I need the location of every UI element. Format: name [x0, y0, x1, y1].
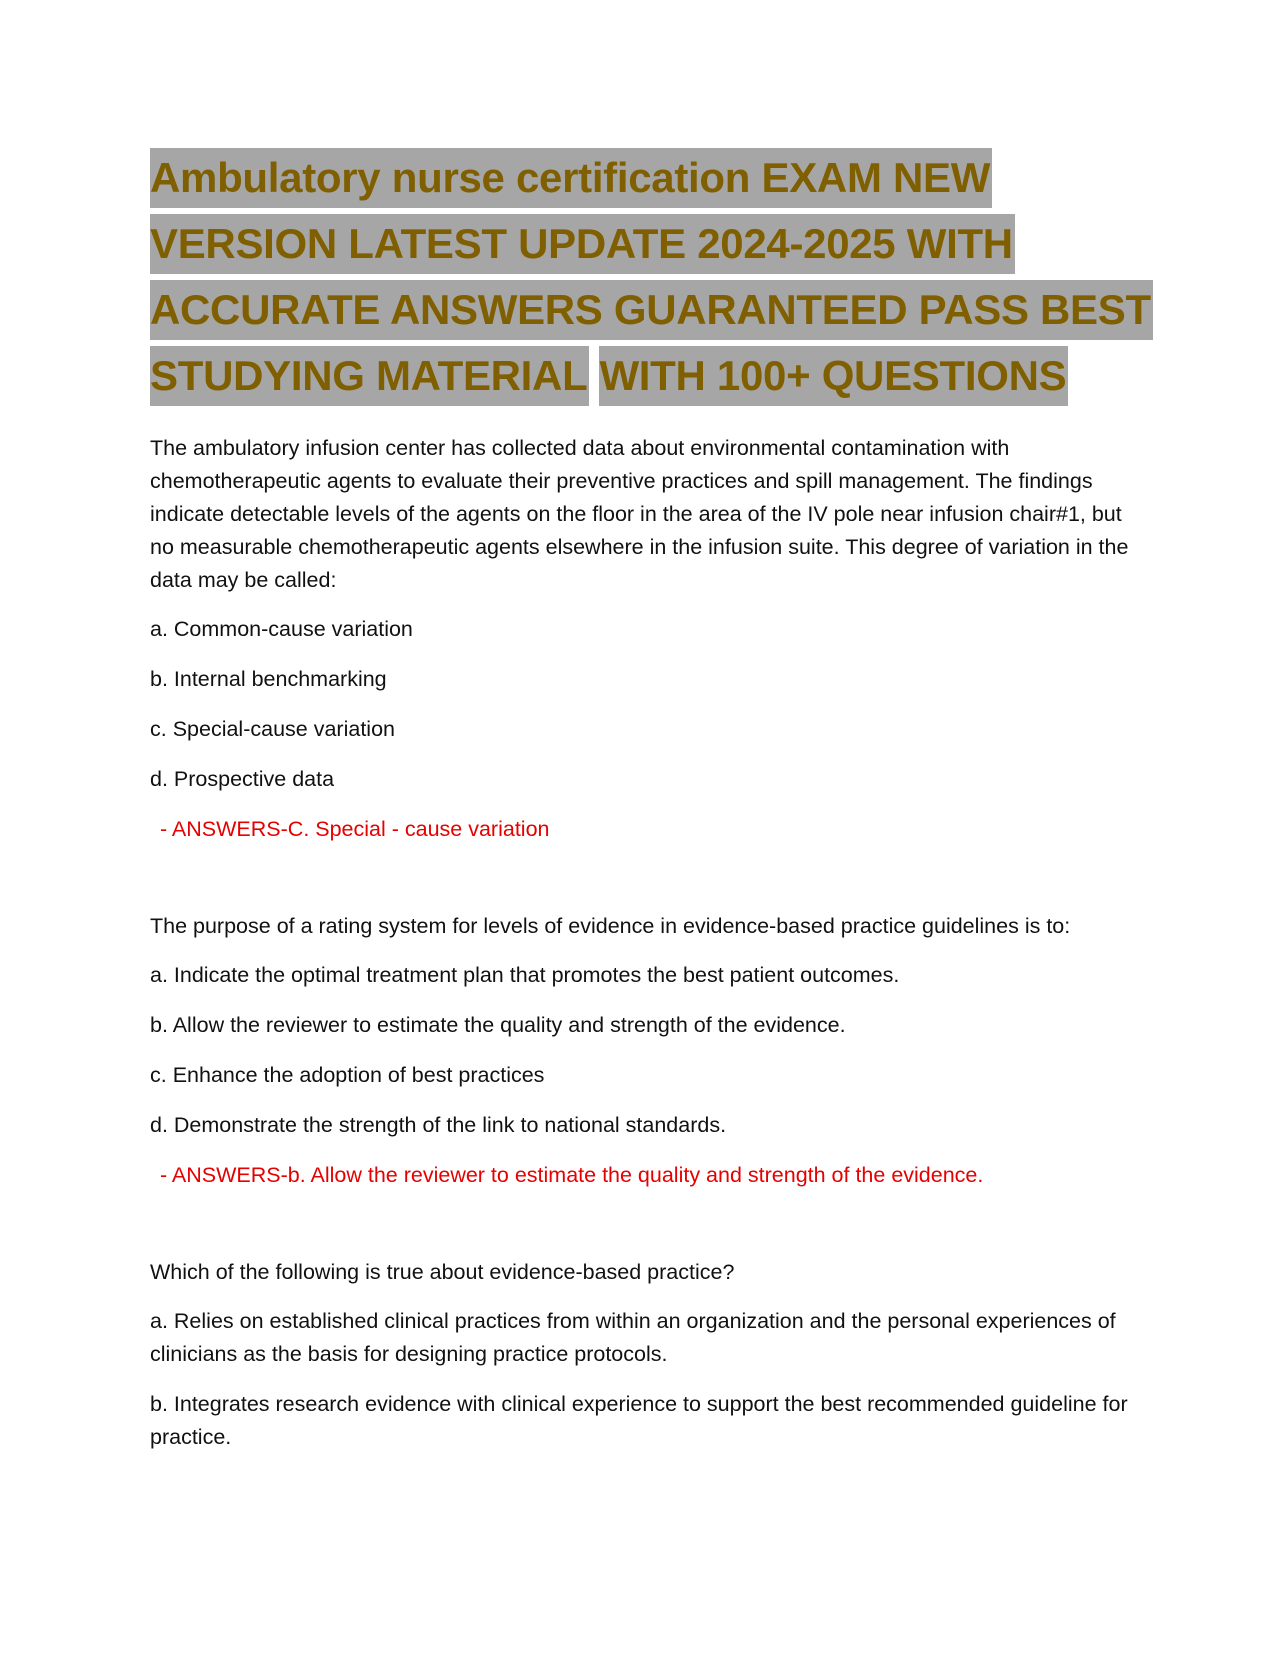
correct-answer: - ANSWERS-C. Special - cause variation	[154, 817, 550, 841]
answer-option: d. Prospective data	[150, 767, 335, 791]
answer-option: a. Common-cause variation	[150, 617, 413, 641]
correct-answer: - ANSWERS-b. Allow the reviewer to estimate the quality and strength of the evidence.	[154, 1163, 984, 1187]
title-line-4	[150, 346, 1140, 412]
document-page	[150, 148, 1151, 1471]
title-text: VERSION LATEST UPDATE 2024-2025 WITH	[150, 214, 1015, 274]
title-line-2	[150, 214, 1140, 280]
answer-option: c. Special-cause variation	[150, 717, 395, 741]
question-2	[150, 910, 1140, 1192]
answer-option: b. Integrates research evidence with clinical experience to support the best recommended guideline for practice.	[150, 1392, 1128, 1449]
question-3	[150, 1256, 1140, 1454]
answer-option: d. Demonstrate the strength of the link to national standards.	[150, 1113, 727, 1137]
answer-option: c. Enhance the adoption of best practices	[150, 1063, 545, 1087]
title-text: ACCURATE ANSWERS GUARANTEED PASS BEST	[150, 280, 1153, 340]
document-title	[150, 148, 1151, 412]
title-line-3	[150, 280, 1151, 346]
question-text: The ambulatory infusion center has collected data about environmental contamination with chemotherapeutic agents to evaluate their preventive practices and spill management. The findings indicate detectable levels of the agents on the floor in the area of the IV pole near infusion chair#1, but no measurable chemotherapeutic agents elsewhere in the infusion suite. This degree of variation in the data may be called:	[150, 436, 1129, 592]
section-spacer	[150, 1192, 1140, 1256]
title-line-1	[150, 148, 1140, 214]
question-1	[150, 432, 1140, 846]
answer-option: a. Relies on established clinical practices from within an organization and the personal experiences of clinicians as the basis for designing practice protocols.	[150, 1309, 1116, 1366]
title-text: WITH 100+ QUESTIONS	[599, 346, 1068, 406]
section-spacer	[150, 846, 1140, 910]
answer-option: b. Allow the reviewer to estimate the quality and strength of the evidence.	[150, 1013, 846, 1037]
title-text: STUDYING MATERIAL	[150, 346, 589, 406]
question-text: Which of the following is true about evidence-based practice?	[150, 1260, 735, 1284]
answer-option: a. Indicate the optimal treatment plan that promotes the best patient outcomes.	[150, 963, 900, 987]
title-text: Ambulatory nurse certification EXAM NEW	[150, 148, 992, 208]
question-text: The purpose of a rating system for levels of evidence in evidence-based practice guidelines is to:	[150, 914, 1071, 938]
answer-option: b. Internal benchmarking	[150, 667, 387, 691]
